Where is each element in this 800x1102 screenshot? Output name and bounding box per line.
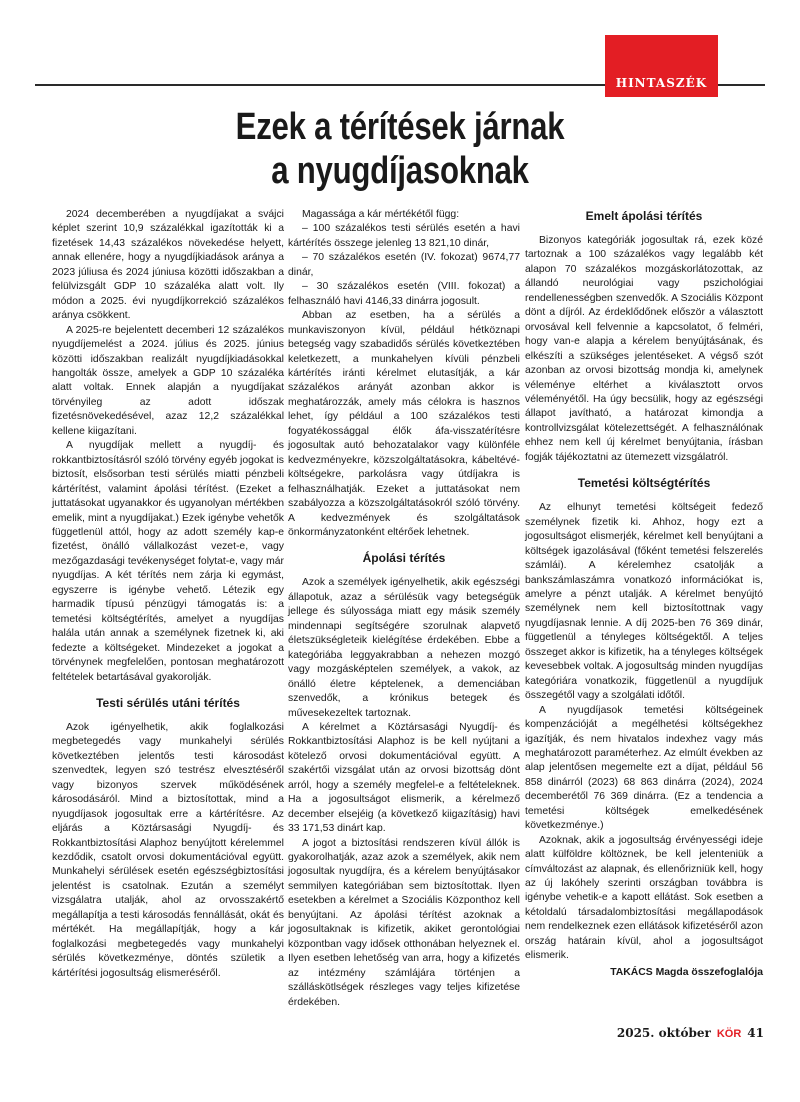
paragraph-lead: Magassága a kár mértékétől függ: <box>302 209 460 220</box>
list-item: – 30 százalékos esetén (VIII. fokozat) a felhasználó havi 4146,33 dinárra jogosult. <box>288 281 520 307</box>
issue-date: 2025. október <box>616 1026 711 1040</box>
paragraph: Azok a személyek igényelhetik, akik egészségi állapotuk, azaz a sérülésük vagy betegségük jellege és súlyossága miatt egy másik személy mindennapi segítségére szorulnak alapvető életszükségleteik kielégítése érdekében. Ebbe a kategóriába leggyakrabban a nehezen mozgó vagy mozgásképtelen személyek, a vakok, az önálló életre képtelenek, a demenciában szenvedők, a krónikus betegek és művesekezeltek tartoznak. <box>288 577 520 719</box>
list-item: – 70 százalékos esetén (IV. fokozat) 9674,77 dinár, <box>288 252 520 278</box>
paragraph: A 2025-re bejelentett decemberi 12 százalékos nyugdíjemelést a 2024. július és 2025. június közötti időszakban realizált nyugdíjkiadásokkal hangolták össze, amelyek a GDP 10 százaléka alatt voltak. Ennek alapján a nyugdíjakat törvényileg az adott időszak fizetésnövekedésével, azaz 12,2 százalékkal kellene kiigazítani. <box>52 324 284 437</box>
page-number: 41 <box>747 1026 764 1040</box>
article-title <box>72 105 728 193</box>
author-signature: TAKÁCS Magda összefoglalója <box>610 966 763 978</box>
paragraph: Abban az esetben, ha a sérülés a munkaviszonyon kívül, például hétköznapi betegség vagy szabadidős sérülés következtében keletkezett, a munkahelyen kívüli pénzbeli kártérítés iránti kérelmet elutasítják, a kár százalékos arányát azonban akkor is meghatározzák, amely más célokra is hasznos lehet, így például a 100 százalékos testi fogyatékossággal élők áfa-visszatérítésre jogosultak autó behozatalakor vagy különféle kedvezményekre, közszolgáltatásokra, kábeltévé-költségekre, parkolásra vagy útdíjakra is felhasználhatják. Ezeket a juttatásokat nem szabályozza a közszolgáltatásokról szóló törvény. A kedvezmények és szolgáltatások önkormányzatonként eltérőek lehetnek. <box>288 310 520 538</box>
subheading-emelt-apolasi: Emelt ápolási térítés <box>585 209 703 223</box>
title-line-2: a nyugdíjasoknak <box>271 150 529 192</box>
section-badge-label: HINTASZÉK <box>615 76 708 90</box>
paragraph: Azok igényelhetik, akik foglalkozási megbetegedés vagy munkahelyi sérülés következtében jelentős testi károsodást szenvedtek, legyen szó testrész elvesztéséről vagy bizonyos szervek működésének károsodásáról. Mind a biztosítottak, mind a nyugdíjasok jogosultak erre a kártérítésre. Az eljárás a Köztársasági Nyugdíj- és Rokkantbiztosítási Alaphoz benyújtott kérelemmel kezdődik, csatolt orvosi dokumentációval együtt. Munkahelyi sérülések esetén egészségbiztosítási jelentést is csatolnak. Ezután a személyt vizsgálatra utalják, ahol az orvosszakértő megállapítja a testi károsodás fennállását, okát és mértékét. Ha megállapítják, hogy a kár foglalkozási megbetegedés vagy munkahelyi sérülés következménye, döntés születik a kártérítési jogosultság elismeréséről. <box>52 721 284 979</box>
paragraph: Azoknak, akik a jogosultság érvényességi ideje alatt külföldre költöznek, be kell jelenteniük a címváltozást az alapnak, és ellenőrizniük kell, hogy az új lakóhely szerinti országban továbbra is igénybe vehetik-e a kapott ellátást. Sok esetben a kétoldalú társadalombiztosítási megállapodások nem rendelkeznek ezen ellátások kifizetéséről azon ország határain kívül, ahol a jogosultságot elismerik. <box>525 834 763 962</box>
paragraph: A nyugdíjasok temetési költségeinek kompenzációját a megélhetési költségekhez igazítják, és nem hivatalos indexhez vagy más meghatározott paraméterhez. Az elmúlt években az alap jelentősen megemelte ezt a díjat, például 56 858 dinárról (2023) 68 863 dinárra (2024), 2024 decemberétől 76 369 dinárra. (Ez a tendencia a temetési költségek emelkedésének következménye.) <box>525 704 763 832</box>
title-line-1: Ezek a térítések járnak <box>235 106 565 148</box>
column-3 <box>525 208 763 980</box>
paragraph: Bizonyos kategóriák jogosultak rá, ezek közé tartoznak a 100 százalékos vagy legalább két alapon 70 százalékos mozgáskorlátozottak, az állandó neurológiai vagy pszichológiai rendellenességben szenvedők. A Szociális Központ dönt a díjról. Az érdeklődőnek először a választott orvosával kell felvennie a kapcsolatot, ő felméri, hogy van-e alapja a kérelem benyújtásának, és elkészíti a szükséges jelentéseket. A végső szót azonban az orvosi bizottság mondja ki, amelynek véleménye eltérhet a kiválasztott orvos véleményétől. Ha úgy becsülik, hogy az egészségi állapot javítható, a határozat kimondja a kontrollvizsgálat kötelezettségét. A felhasználónak ehhez nem kell új kérelmet benyújtania, írásban fogják tájékoztatni az ütemezett vizsgálatról. <box>525 235 763 463</box>
column-2 <box>288 208 520 1010</box>
column-1 <box>52 208 284 981</box>
subheading-apolasi-terites: Ápolási térítés <box>362 551 446 566</box>
subheading-testi-serules: Testi sérülés utáni térítés <box>96 695 240 710</box>
paragraph: A jogot a biztosítási rendszeren kívül állók is gyakorolhatják, azaz azok a személyek, akik nem jogosultak nyugdíjra, és a kérelem benyújtásakor semmilyen kategóriában sem biztosítottak. Ilyen esetekben a kérelmet a Szociális Központhoz kell benyújtani. Az ápolási térítést azoknak a jogosultaknak is kifizetik, akiket gerontológiai központban vagy idősek otthonában helyeznek el. Ilyen esetben lehetőség van arra, hogy a kifizetés az intézmény számlájára történjen a szálláskötlségek részleges vagy teljes kifizetése érdekében. <box>288 837 520 1008</box>
paragraph: Az elhunyt temetési költségeit fedező személynek fizetik ki. Ahhoz, hogy ezt a jogosultságot elismerjék, kérelmet kell benyújtani a költségek igazolásával (főként temetési felszerelés számlái). A kérelemhez csatolják a bankszámlaszámra vonatkozó információkat is, amelyre a pénzt utalják. A kérelmet benyújtó személynek nem kell biztosítottnak vagy nyugdíjasnak lennie. A díj 2025-ben 76 369 dinár, függetlenül a tényleges költségektől. A teljes összeget akkor is kifizetik, ha a tényleges költségek kevesebbek voltak. A jogosultság minden nyugdíjas kategóriára vonatkozik, függetlenül a nyugdíjuk összegétől vagy a szolgálati időtől. <box>525 502 763 702</box>
page-footer <box>600 1026 764 1040</box>
list-item: – 100 százalékos testi sérülés esetén a havi kártérítés összege jelenleg 13 821,10 dinár, <box>288 223 520 249</box>
magazine-logo: KÖR <box>716 1028 742 1040</box>
section-badge <box>605 35 718 97</box>
paragraph: 2024 decemberében a nyugdíjakat a svájci képlet szerint 10,9 százalékkal igazították ki a fizetések 14,43 százalékos növekedése helyett, annak ellenére, hogy a nyugdíjkiadások aránya a 2023 júliusa és 2024 júniusa közötti időszakban a felülvizsgált GDP 10 százaléka alatt volt. Ily módon a 2025. évi nyugdíjkorrekció százalékos aránya csökkent. <box>52 209 284 322</box>
subheading-temetesi: Temetési költségtérítés <box>577 476 711 491</box>
paragraph: A kérelmet a Köztársasági Nyugdíj- és Rokkantbiztosítási Alaphoz is be kell nyújtani a kötelező orvosi dokumentációval együtt. A szakértői vizsgálat után az orvosi bizottság dönt arról, hogy a személy megfelel-e a feltételeknek. Ha a jogosultságot elismerik, a kérelmező december elsejéig (a következő kiigazításig) havi 33 171,53 dinárt kap. <box>288 721 520 835</box>
paragraph: A nyugdíjak mellett a nyugdíj- és rokkantbiztosításról szóló törvény egyéb jogokat is biztosít, elsősorban testi sérülés miatti pénzbeli kártérítést, valamint ápolási térítést. (Ezeket a juttatásokat ugyanakkor és ugyanolyan mértékben emelik, mint a nyugdíjakat.) Ezek igénybe vehetők függetlenül attól, hogy az adott személy kap-e fizetést, önálló vállalkozást vezet-e, vagy mezőgazdasági tevékenységet folytat-e, vagy már nyugdíjas. A két térítés nem zárja ki egymást, egyszerre is igénybe vehető. Létezik egy harmadik típusú pénzügyi támogatás is: a temetési költségtérítés, amelyet a nyugdíjas halála után annak a személynek fizetnek ki, aki fedezte a költségeket. Mindezeket a jogokat a törvénynek megfelelően, pontosan meghatározott feltételek betartásával gyakorolják. <box>52 440 284 683</box>
